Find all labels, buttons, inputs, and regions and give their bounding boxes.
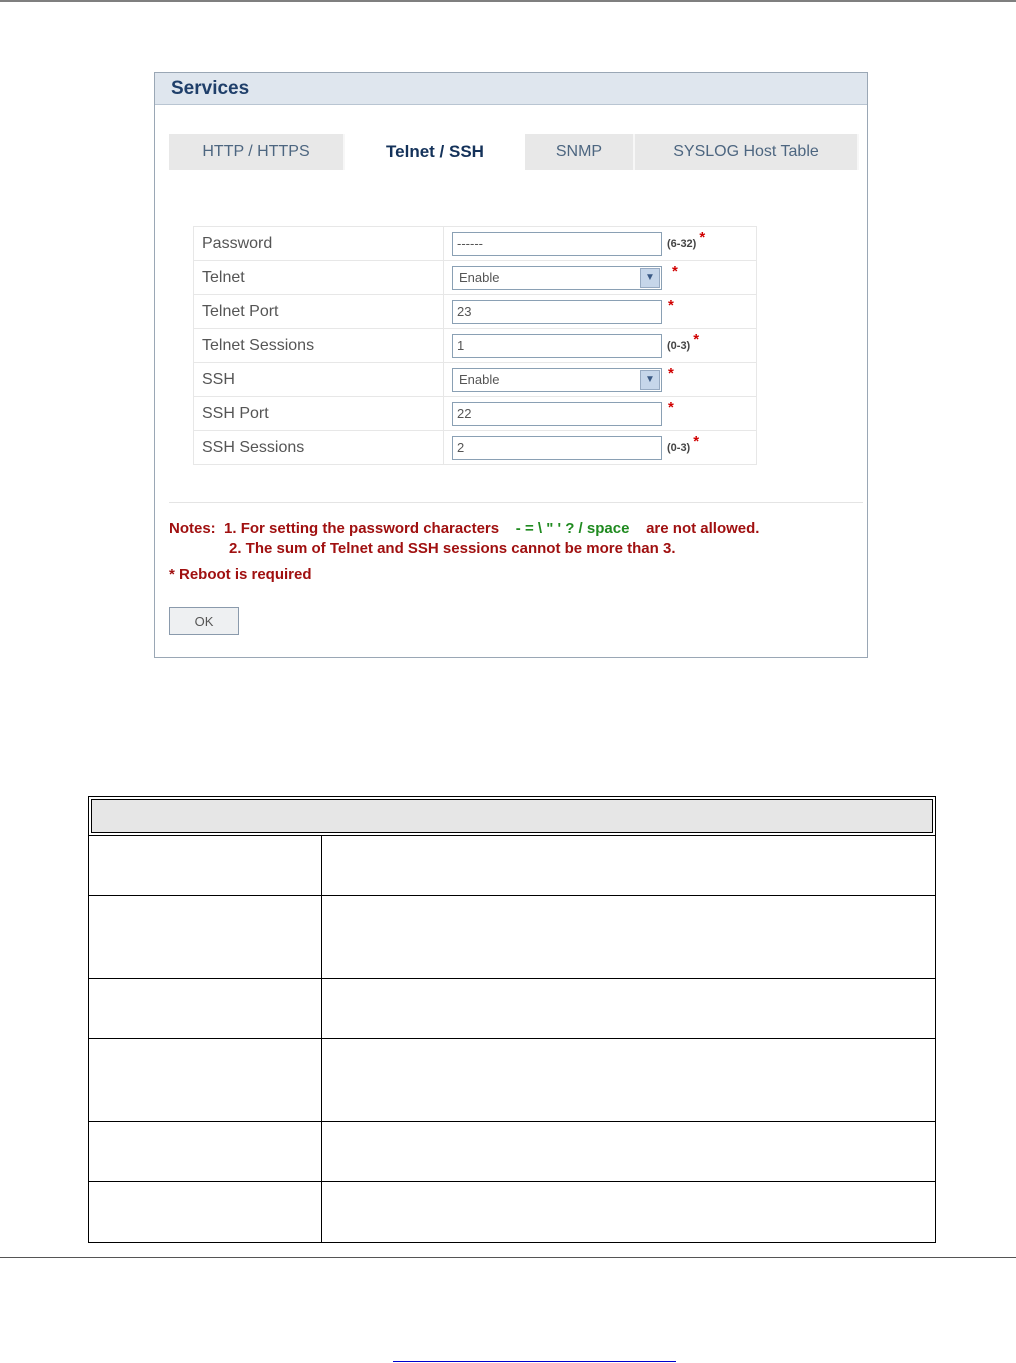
telnet-select[interactable] (452, 266, 662, 290)
required-marker: * (699, 228, 706, 246)
ssh-sessions-label: SSH Sessions (194, 431, 444, 465)
ssh-select-value: Enable (459, 372, 500, 387)
form-row-password (194, 227, 757, 261)
description-table-header (89, 797, 936, 836)
table-row (89, 1039, 936, 1122)
ssh-label: SSH (194, 363, 444, 397)
telnet-sessions-range: (0-3) (667, 339, 691, 352)
required-marker: * (668, 398, 674, 416)
bottom-rule (0, 1257, 1016, 1258)
required-marker: * (668, 296, 674, 314)
table-row (89, 1122, 936, 1182)
form-row-telnet (194, 261, 757, 295)
ssh-sessions-input[interactable] (452, 436, 662, 460)
description-table (88, 796, 936, 1243)
top-rule (0, 0, 1016, 2)
forbidden-characters: - = \ " ' ? / space (515, 520, 630, 537)
table-row (89, 896, 936, 979)
form-row-telnet-port (194, 295, 757, 329)
notes-line1-suffix: are not allowed. (646, 520, 760, 537)
footer-link-underline[interactable] (393, 1361, 676, 1362)
tab-snmp[interactable]: SNMP (525, 134, 635, 170)
panel-header (155, 73, 867, 105)
form-row-telnet-sessions (194, 329, 757, 363)
notes-line-1 (169, 519, 759, 539)
notes (169, 519, 759, 559)
telnet-port-input[interactable] (452, 300, 662, 324)
form-row-ssh-port (194, 397, 757, 431)
table-row (89, 979, 936, 1039)
panel-title: Services (171, 77, 250, 99)
chevron-down-icon: ▼ (640, 370, 660, 390)
ssh-port-input[interactable] (452, 402, 662, 426)
ssh-select[interactable] (452, 368, 662, 392)
tab-bar (169, 134, 859, 170)
telnet-port-label: Telnet Port (194, 295, 444, 329)
ssh-port-label: SSH Port (194, 397, 444, 431)
telnet-sessions-label: Telnet Sessions (194, 329, 444, 363)
chevron-down-icon: ▼ (640, 268, 660, 288)
required-marker: * (672, 262, 678, 280)
password-label: Password (194, 227, 444, 261)
notes-line-2: 2. The sum of Telnet and SSH sessions cannot be more than 3. (229, 540, 676, 557)
services-panel (154, 72, 868, 658)
table-row (89, 1182, 936, 1243)
tab-http-https[interactable]: HTTP / HTTPS (169, 134, 345, 170)
required-marker: * (693, 330, 700, 348)
tab-telnet-ssh[interactable]: Telnet / SSH (345, 134, 525, 170)
form-row-ssh-sessions (194, 431, 757, 465)
tab-content (169, 170, 863, 503)
password-range: (6-32) (667, 237, 697, 250)
ok-button[interactable]: OK (169, 607, 239, 635)
form-row-ssh (194, 363, 757, 397)
password-input[interactable] (452, 232, 662, 256)
telnet-sessions-input[interactable] (452, 334, 662, 358)
required-marker: * (693, 432, 700, 450)
required-marker: * (668, 364, 674, 382)
notes-prefix: Notes: (169, 520, 216, 537)
telnet-select-value: Enable (459, 270, 500, 285)
reboot-notice: * Reboot is required (169, 566, 312, 583)
telnet-ssh-form (193, 226, 757, 465)
table-row (89, 836, 936, 896)
notes-line1-text: 1. For setting the password characters (224, 520, 500, 537)
tab-syslog-host-table[interactable]: SYSLOG Host Table (635, 134, 859, 170)
ssh-sessions-range: (0-3) (667, 441, 691, 454)
telnet-label: Telnet (194, 261, 444, 295)
